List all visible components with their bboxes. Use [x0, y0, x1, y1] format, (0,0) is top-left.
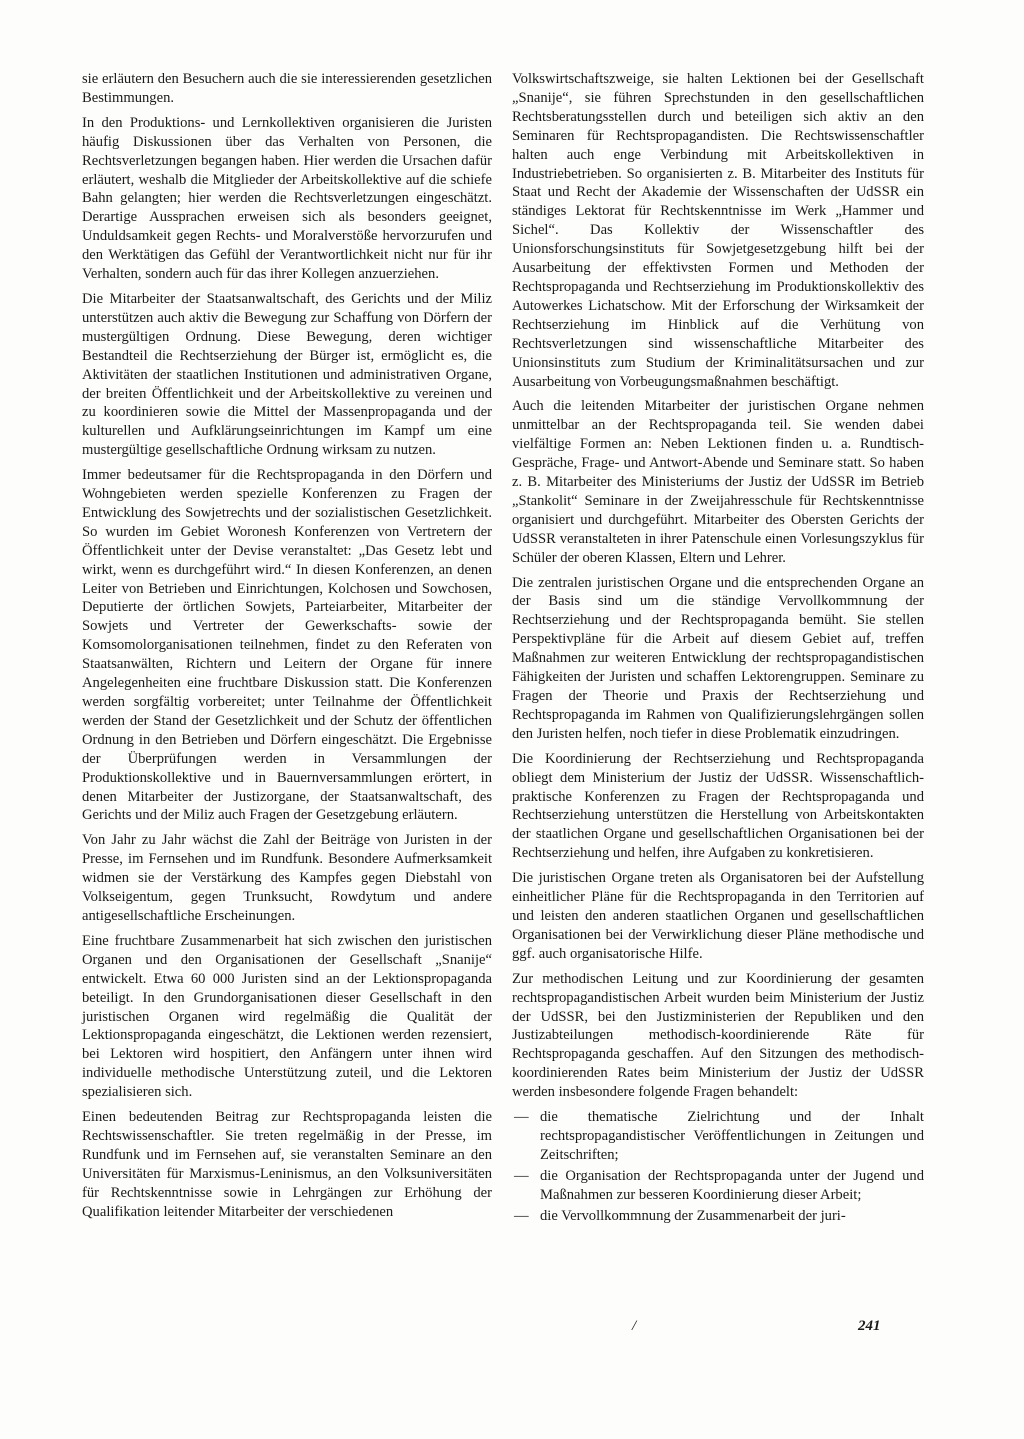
- left-column: [82, 70, 492, 1227]
- paragraph: In den Produktions- und Lernkollektiven organisieren die Juristen häufig Diskussionen über das Verhalten von Personen, die Rechtsverletzungen begangen haben. Hier werden die Ursachen dafür erläutert, weshalb die Mitglieder der Arbeitskollektive auf die schiefe Bahn gelangten; hier werden die Rechtsverletzungen eingeschätzt. Derartige Aussprachen erweisen sich als besonders geeignet, Unduldsamkeit gegen Rechts- und Moralverstöße hervorzurufen und den Werktätigen das Gefühl der Verantwortlichkeit nicht nur für ihr Verhalten, sondern auch für das ihrer Kollegen anzuerziehen.: [82, 114, 492, 283]
- list-item: [512, 1207, 924, 1226]
- paragraph: Von Jahr zu Jahr wächst die Zahl der Beiträge von Juristen in der Presse, im Fernsehen und im Rundfunk. Besondere Aufmerksamkeit widmen sie der Verstärkung des Kampfes gegen Diebstahl von Volkseigentum, gegen Trunksucht, Rowdytum und andere antigesellschaftliche Erscheinungen.: [82, 832, 492, 924]
- paragraph: Volkswirtschaftszweige, sie halten Lektionen bei der Gesellschaft „Snanije“, sie führen Sprechstunden in den gesellschaftlichen Rechtsberatungsstellen durch und beteiligen sich aktiv an den Seminaren für Rechtspropagandisten. Die Rechtswissenschaftler halten auch enge Verbindung mit Arbeitskollektiven in Industriebetrieben. So organisierten z. B. Mitarbeiter des Instituts für Staat und Recht der Akademie der Wissenschaften der UdSSR ein ständiges Lektorat für Rechtskenntnisse im Werk „Hammer und Sichel“. Das Kollektiv der Wissenschaftler des Unionsforschungsinstituts für Sowjetgesetzgebung hilft bei der Ausarbeitung der effektivsten Formen und Methoden der Rechtspropaganda und Rechtserziehung im Produktionskollektiv des Autowerkes Lichatschow. Mit der Erforschung der Wirksamkeit der Rechtserziehung im Hinblick auf die Verhütung von Rechtsverletzungen sind wissenschaftliche Mitarbeiter des Unionsinstituts zum Studium der Kriminalitätsursachen und zur Ausarbeitung von Vorbeugungsmaßnahmen beschäftigt.: [512, 71, 924, 390]
- list-item-text: die thematische Zielrichtung und der Inhalt rechtspropagandistischer Veröffentlichungen in Zeitungen und Zeitschriften;: [540, 1109, 924, 1163]
- paragraph: Zur methodischen Leitung und zur Koordinierung der gesamten rechtspropagandistischen Arbeit wurden beim Ministerium der Justiz der UdSSR, bei den Justizministerien der Republiken und den Justizabteilungen methodisch-koordinierende Räte für Rechtspropaganda geschaffen. Auf den Sitzungen des methodisch-koordinierenden Rates beim Ministerium der Justiz der UdSSR werden insbesondere folgende Fragen behandelt:: [512, 970, 924, 1101]
- paragraph: Einen bedeutenden Beitrag zur Rechtspropaganda leisten die Rechtswissenschaftler. Sie treten regelmäßig in der Presse, im Rundfunk und im Fernsehen auf, sie veranstalten Seminare an den Universitäten für Marxismus-Leninismus, an den Volksuniversitäten für Rechtskenntnisse sowie in Lehrgängen zur Erhöhung der Qualifikation leitender Mitarbeiter der verschiedenen: [82, 1109, 492, 1220]
- paragraph: Die zentralen juristischen Organe und die entsprechenden Organe an der Basis sind um die ständige Vervollkommnung der Rechtserziehung und der Rechtspropaganda bemüht. Sie stellen Perspektivpläne für die Arbeit auf diesem Gebiet auf, treffen Maßnahmen zur weiteren Entwicklung der rechtspropagandistischen Fähigkeiten der Juristen und schaffen Lektorengruppen. Seminare zu Fragen der Theorie und Praxis der Rechtserziehung und Rechtspropaganda im Rahmen von Qualifizierungslehrgängen sollen den Juristen helfen, noch tiefer in diese Problematik einzudringen.: [512, 574, 924, 742]
- paragraph: Immer bedeutsamer für die Rechtspropaganda in den Dörfern und Wohngebieten werden spezielle Konferenzen zu Fragen der Entwicklung des Sowjetrechts und der sozialistischen Gesetzlichkeit. So wurden im Gebiet Woronesh Konferenzen von Vertretern der Öffentlichkeit unter der Devise veranstaltet: „Das Gesetz lebt und wirkt, wenn es durchgeführt wird.“ In diesen Konferenzen, an denen Leiter von Betrieben und Einrichtungen, Kolchosen und Sowchosen, Deputierte der örtlichen Sowjets, Parteiarbeiter, Mitarbeiter der Sowjets und Vertreter der Gewerkschafts- sowie der Komsomolorganisationen teilnehmen, findet zu den Referaten von Staatsanwälten, Richtern und Leitern der Organe für innere Angelegenheiten eine fruchtbare Diskussion statt. Die Konferenzen werden sorgfältig vorbereitet; unter Teilnahme der Öffentlichkeit werden der Stand der Gesetzlichkeit und der Schutz der öffentlichen Ordnung in den Betrieben und Dörfern eingeschätzt. Die Ergebnisse der Überprüfungen werden in Versammlungen der Produktionskollektive und in Bauernversammlungen erörtert, in denen Mitarbeiter der Justizorgane, der Staatsanwaltschaft, des Gerichts und der Miliz auch Fragen der Gesetzgebung erläutern.: [82, 467, 492, 824]
- paragraph: Die juristischen Organe treten als Organisatoren bei der Aufstellung einheitlicher Pläne für die Rechtspropaganda in den Territorien auf und leisten den anderen staatlichen Organen und gesellschaftlichen Organisationen bei der Verwirklichung dieser Pläne methodische und ggf. auch organisatorische Hilfe.: [512, 870, 924, 962]
- paragraph: Eine fruchtbare Zusammenarbeit hat sich zwischen den juristischen Organen und den Organisationen der Gesellschaft „Snanije“ entwickelt. Etwa 60 000 Juristen sind an der Lektionspropaganda beteiligt. In den Grundorganisationen dieser Gesellschaft in den juristischen Organen wird regelmäßig die Qualität der Lektionspropaganda eingeschätzt, die Lektionen werden rezensiert, bei Lektoren wird hospitiert, den Anfängern unter ihnen wird individuelle methodische Unterstützung zuteil, und die Lektoren spezialisieren sich.: [82, 932, 492, 1101]
- paragraph: Auch die leitenden Mitarbeiter der juristischen Organe nehmen unmittelbar an der Rechtspropaganda teil. Sie wenden dabei vielfältige Formen an: Neben Lektionen finden u. a. Rundtisch-Gespräche, Frage- und Antwort-Abende und Seminare statt. So haben z. B. Mitarbeiter des Ministeriums der Justiz der UdSSR im Betrieb „Stankolit“ Seminare in der Zweijahresschule für Rechtskenntnisse organisiert und durchgeführt. Mitarbeiter des Obersten Gerichts der UdSSR veranstalteten in ihrer Patenschule einen Vorlesungszyklus für Schüler der oberen Klassen, Eltern und Lehrer.: [512, 398, 924, 566]
- dash-bullet: —: [514, 1167, 529, 1184]
- paragraph: Die Mitarbeiter der Staatsanwaltschaft, des Gerichts und der Miliz unterstützen auch aktiv die Bewegung zur Schaffung von Dörfern der mustergültigen Ordnung. Diese Bewegung, deren wichtiger Bestandteil die Rechtserziehung der Bürger ist, ermöglicht es, die Aktivitäten der staatlichen Institutionen und administrativen Organe, der breiten Öffentlichkeit und der Arbeitskollektive zu vereinen und zu koordinieren sowie die Mittel der Massenpropaganda und der kulturellen und Aufklärungseinrichtungen im Kampf um eine mustergültige gesellschaftliche Ordnung wirksam zu nutzen.: [82, 290, 492, 459]
- list-item: [512, 1167, 924, 1205]
- footer-mark: /: [632, 1318, 637, 1334]
- paragraph: Die Koordinierung der Rechtserziehung und Rechtspropaganda obliegt dem Ministerium der Justiz der UdSSR. Wissenschaftlich-praktische Konferenzen zu Fragen der Rechtspropaganda und Rechtserziehung unterstützen die Herstellung von Arbeitskontakten der staatlichen Organe und gesellschaftlichen Organisationen bei der Rechtserziehung und helfen, ihre Aufgaben zu konkretisieren.: [512, 750, 924, 862]
- list-item-text: die Vervollkommnung der Zusammenarbeit der juri-: [540, 1207, 846, 1224]
- right-column: [512, 70, 924, 1227]
- paragraph: sie erläutern den Besuchern auch die sie interessierenden gesetzlichen Bestimmungen.: [82, 71, 492, 106]
- question-list: [512, 1108, 924, 1225]
- page-number: 241: [858, 1318, 881, 1334]
- list-item-text: die Organisation der Rechtspropaganda unter der Jugend und Maßnahmen zur besseren Koordinierung dieser Arbeit;: [540, 1167, 924, 1203]
- dash-bullet: —: [514, 1207, 529, 1224]
- list-item: [512, 1108, 924, 1165]
- dash-bullet: —: [514, 1109, 529, 1126]
